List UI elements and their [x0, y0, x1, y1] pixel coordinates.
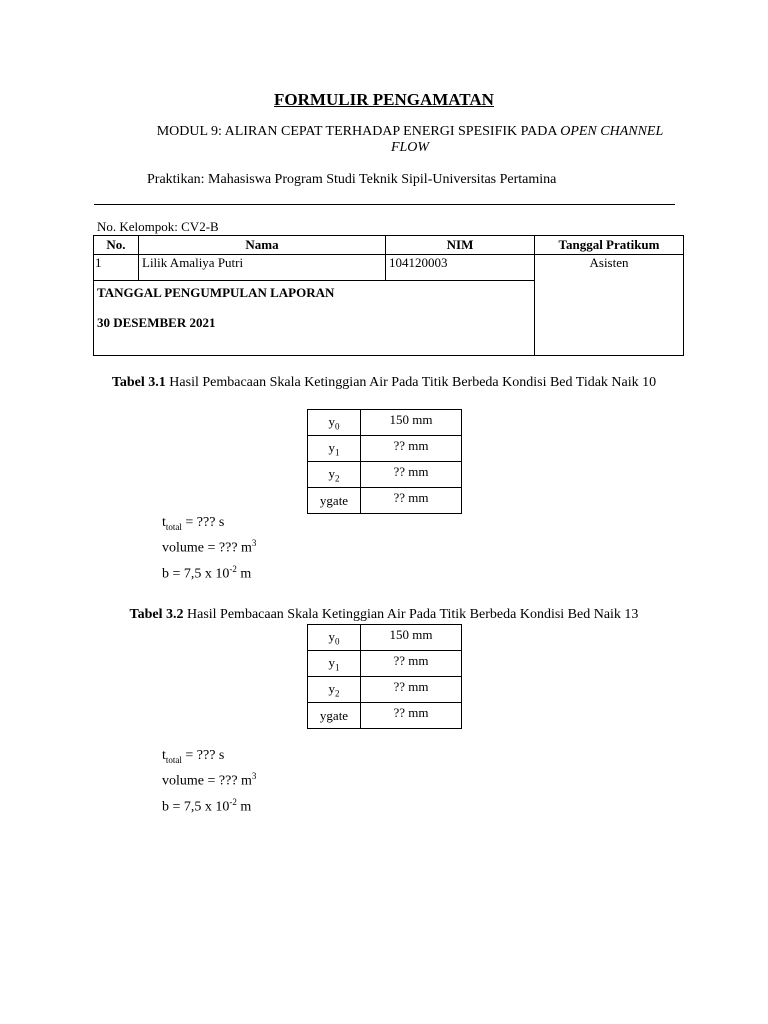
table2-value: ?? mm: [361, 677, 462, 703]
info-table-header: [94, 236, 684, 255]
table2-b: b = 7,5 x $10^{-2}$ m: [162, 797, 252, 815]
module-title: [150, 124, 670, 156]
table2: [307, 624, 462, 729]
row-nim: 104120003: [386, 255, 535, 281]
info-table: [93, 235, 684, 356]
table-row: [308, 625, 462, 651]
table1-label: $y_1$: [308, 436, 361, 462]
header-tanggal: Tanggal Pratikum: [535, 236, 684, 255]
page-title: FORMULIR PENGAMATAN: [274, 90, 494, 109]
pengumpulan-label: TANGGAL PENGUMPULAN LAPORAN: [97, 285, 335, 300]
table1-t-total: $t_{total}$ = ??? s: [162, 515, 225, 532]
table2-value: ?? mm: [361, 703, 462, 729]
table1: [307, 409, 462, 514]
table-row: [308, 488, 462, 514]
table1-caption-bold: Tabel 3.1: [111, 375, 166, 390]
table1-b: b = 7,5 x $10^{-2}$ m: [162, 564, 252, 582]
pengumpulan-cell: [94, 281, 535, 356]
row-nama: Lilik Amaliya Putri: [139, 255, 386, 281]
table2-value: 150 mm: [361, 625, 462, 651]
divider: [94, 204, 675, 205]
table2-caption: [90, 607, 678, 623]
table1-caption: [90, 375, 678, 391]
table2-caption-text: Hasil Pembacaan Skala Ketinggian Air Pada Titik Berbeda Kondisi Bed Naik 13: [183, 607, 639, 622]
table-row: [308, 410, 462, 436]
module-text: MODUL 9: ALIRAN CEPAT TERHADAP ENERGI SPESIFIK PADA: [156, 124, 561, 139]
table-row: [308, 677, 462, 703]
table1-label: $y_2$: [308, 462, 361, 488]
table2-volume: volume = ??? $m^3$: [162, 771, 257, 789]
table-row: [308, 436, 462, 462]
table-row: [308, 651, 462, 677]
table2-label: $y_0$: [308, 625, 361, 651]
module-italic: OPEN CHANNEL FLOW: [390, 124, 664, 155]
praktikan-line: Praktikan: Mahasiswa Program Studi Teknik Sipil-Universitas Pertamina: [147, 172, 557, 187]
table1-value: ?? mm: [361, 436, 462, 462]
table2-value: ?? mm: [361, 651, 462, 677]
kelompok-label: No. Kelompok: CV2-B: [97, 219, 219, 234]
table2-label: $y_2$: [308, 677, 361, 703]
table1-value: 150 mm: [361, 410, 462, 436]
table1-value: ?? mm: [361, 462, 462, 488]
header-nama: Nama: [139, 236, 386, 255]
table2-t-total: $t_{total}$ = ??? s: [162, 748, 225, 765]
table2-caption-bold: Tabel 3.2: [129, 607, 184, 622]
table1-label: ygate: [308, 488, 361, 514]
table-row: [308, 703, 462, 729]
table1-value: ?? mm: [361, 488, 462, 514]
table2-label: ygate: [308, 703, 361, 729]
table-row: [308, 462, 462, 488]
row-asisten: Asisten: [535, 255, 684, 356]
table2-label: $y_1$: [308, 651, 361, 677]
table1-label: $y_0$: [308, 410, 361, 436]
table-row: [94, 255, 684, 281]
pengumpulan-date: 30 DESEMBER 2021: [97, 315, 216, 330]
table1-volume: volume = ??? $m^3$: [162, 538, 257, 556]
header-nim: NIM: [386, 236, 535, 255]
table1-caption-text: Hasil Pembacaan Skala Ketinggian Air Pada Titik Berbeda Kondisi Bed Tidak Naik 10: [165, 375, 657, 390]
row-no: 1: [94, 255, 139, 281]
header-no: No.: [94, 236, 139, 255]
